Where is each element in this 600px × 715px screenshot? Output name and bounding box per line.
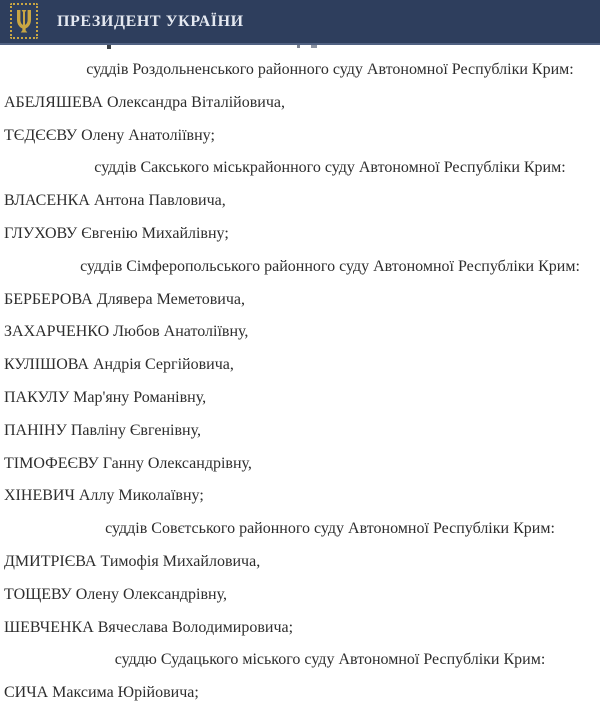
court-heading-line: суддів Сакського міськрайонного суду Автономної Республіки Крим: [94,159,566,177]
judge-name-line: ЗАХАРЧЕНКО Любов Анатоліївну, [4,323,249,341]
site-header[interactable] [0,0,600,45]
clipped-line-fragment [297,45,300,48]
clipped-line-fragment [311,45,317,48]
judge-name-line: ТІМОФЕЄВУ Ганну Олександрівну, [4,454,252,472]
judge-name-line: ТОЩЕВУ Олену Олександрівну, [4,585,228,603]
judge-name-line: ТЄДЄЄВУ Олену Анатоліївну; [4,126,215,144]
court-heading-line: суддів Сімферопольського районного суду Автономної Республіки Крим: [80,257,580,275]
clipped-line-fragment [107,45,111,49]
ukraine-trident-emblem-icon [10,3,38,39]
judge-name-line: ХІНЕВИЧ Аллу Миколаївну; [4,487,204,505]
site-title: ПРЕЗИДЕНТ УКРАЇНИ [57,12,244,30]
judge-name-line: КУЛІШОВА Андрія Сергійовича, [4,356,234,374]
judge-name-line: БЕРБЕРОВА Длявера Меметовича, [4,290,245,308]
judge-name-line: ГЛУХОВУ Євгенію Михайлівну; [4,224,229,242]
judge-name-line: ШЕВЧЕНКА Вячеслава Володимировича; [4,618,294,636]
court-heading-line: суддю Судацького міського суду Автономної Республіки Крим: [114,651,546,669]
judge-name-line: СИЧА Максима Юрійовича; [4,684,199,702]
decree-text [0,45,600,710]
judge-name-line: ДМИТРІЄВА Тимофія Михайловича, [4,552,261,570]
judge-name-line: ПАКУЛУ Мар'яну Романівну, [4,388,207,406]
judge-name-line: ПАНІНУ Павліну Євгенівну, [4,421,201,439]
judge-name-line: ВЛАСЕНКА Антона Павловича, [4,192,226,210]
court-heading-line: суддів Совєтського районного суду Автономної Республіки Крим: [105,520,555,538]
court-heading-line: суддів Роздольненського районного суду Автономної Республіки Крим: [86,61,574,78]
judge-name-line: АБЕЛЯШЕВА Олександра Віталійовича, [4,93,285,111]
